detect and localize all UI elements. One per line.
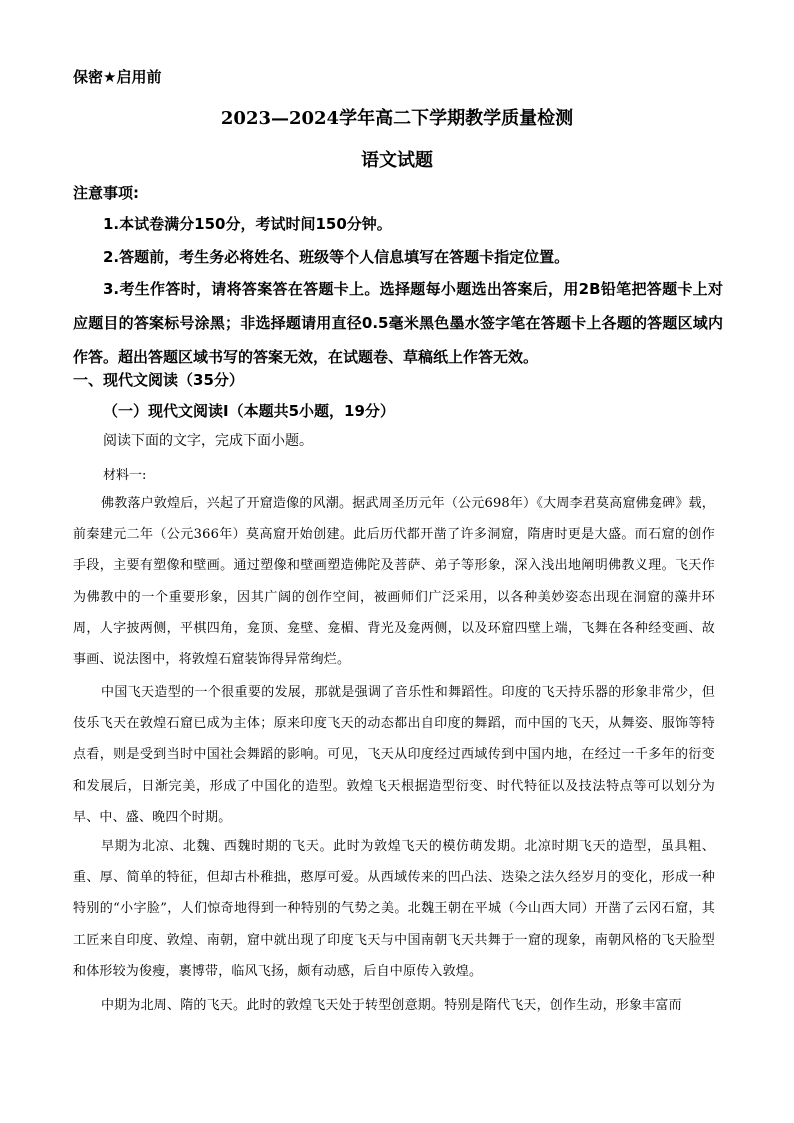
section-heading: 一、现代文阅读（35分） bbox=[73, 371, 244, 389]
confidential-label: 保密★启用前 bbox=[73, 68, 162, 86]
passage-paragraph: 中期为北周、隋的飞天。此时的敦煌飞天处于转型创意期。特别是隋代飞天，创作生动，形象丰富而 bbox=[101, 998, 682, 1013]
reading-instruction: 阅读下面的文字，完成下面小题。 bbox=[103, 433, 313, 449]
material-label: 材料一: bbox=[103, 468, 147, 483]
exam-title: 2023—2024学年高二下学期教学质量检测 bbox=[220, 108, 574, 129]
notice-heading: 注意事项: bbox=[73, 184, 139, 202]
notice-item-2: 2.答题前，考生务必将姓名、班级等个人信息填写在答题卡指定位置。 bbox=[103, 248, 570, 266]
passage-paragraph: 佛教落户敦煌后，兴起了开窟造像的风潮。据武周圣历元年（公元698年）《大周李君莫高窟佛龛碑》载，前秦建元二年（公元366年）莫高窟开始创建。此后历代都开凿了许多洞窟，隋唐时更是大盛。而石窟的创作手段，主要有塑像和壁画。通过塑像和壁画塑造佛陀及菩萨、弟子等形象，深入浅出地阐明佛教义理。飞天作为佛教中的一个重要形象，因其广阔的创作空间，被画师们广泛采用，以各种美妙姿态出现在洞窟的藻井环周，人字披两侧，平棋四角，龛顶、龛壁、龛楣、背光及龛两侧，以及环窟四壁上端，飞舞在各种经变画、故事画、说法图中，将敦煌石窟装饰得异常绚烂。 bbox=[73, 496, 715, 668]
subsection-heading: （一）现代文阅读I（本题共5小题，19分） bbox=[103, 402, 395, 420]
exam-subtitle: 语文试题 bbox=[361, 150, 433, 171]
passage-paragraph: 早期为北凉、北魏、西魏时期的飞天。此时为敦煌飞天的模仿萌发期。北凉时期飞天的造型，虽具粗、重、厚、简单的特征，但却古朴稚拙，憨厚可爱。从西域传来的凹凸法、迭染之法久经岁月的变化，形成一种特别的“小字脸”，人们惊奇地得到一种特别的气势之美。北魏王朝在平城（今山西大同）开凿了云冈石窟，其工匠来自印度、敦煌、南朝，窟中就出现了印度飞天与中国南朝飞天共舞于一窟的现象，南朝风格的飞天脸型和体形较为俊瘦，裹博带，临风飞扬，颇有动感，后自中原传入敦煌。 bbox=[73, 839, 715, 979]
notice-item-3: 3.考生作答时，请将答案答在答题卡上。选择题每小题选出答案后，用2B铅笔把答题卡上对应题目的答案标号涂黑；非选择题请用直径0.5毫米黑色墨水签字笔在答题卡上各题的答题区域内作答。超出答题区域书写的答案无效，在试题卷、草稿纸上作答无效。 bbox=[73, 280, 723, 366]
notice-item-1: 1.本试卷满分150分，考试时间150分钟。 bbox=[103, 215, 392, 233]
passage-paragraph: 中国飞天造型的一个很重要的发展，那就是强调了音乐性和舞蹈性。印度的飞天持乐器的形象非常少，但伎乐飞天在敦煌石窟已成为主体；原来印度飞天的动态都出自印度的舞蹈，而中国的飞天，从舞姿、服饰等特点看，则是受到当时中国社会舞蹈的影响。可见，飞天从印度经过西域传到中国内地，在经过一千多年的衍变和发展后，日渐完美，形成了中国化的造型。敦煌飞天根据造型衍变、时代特征以及技法特点等可以划分为早、中、盛、晚四个时期。 bbox=[73, 685, 715, 825]
